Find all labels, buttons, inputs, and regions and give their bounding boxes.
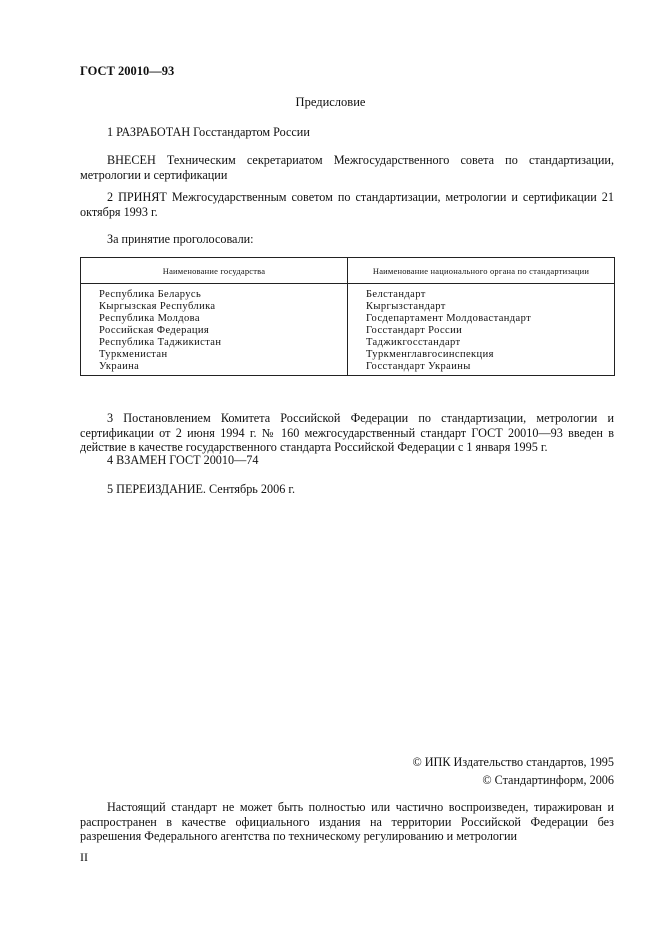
section-adopted: 2 ПРИНЯТ Межгосударственным советом по стандартизации, метрологии и сертификации 21 октября 1993 г. [80, 190, 614, 219]
page-number: II [80, 850, 88, 864]
voting-table [80, 257, 615, 376]
body-cell: Кыргызстандарт [348, 301, 615, 313]
table-row [81, 325, 615, 337]
reproduction-notice: Настоящий стандарт не может быть полностью или частично воспроизведен, тиражирован и распространен в качестве официального издания на территории Российской Федерации без разрешения Федерального агентства по техническому регулированию и метрологии [80, 800, 614, 843]
table-row [81, 337, 615, 349]
body-cell: Туркменглавгосинспекция [348, 349, 615, 361]
column-header-state: Наименование государства [81, 258, 348, 284]
table-row [81, 301, 615, 313]
body-cell: Госстандарт Украины [348, 361, 615, 376]
table-row [81, 349, 615, 361]
section-developed: 1 РАЗРАБОТАН Госстандартом России [107, 125, 310, 139]
table-row [81, 313, 615, 325]
section-resolution: 3 Постановлением Комитета Российской Федерации по стандартизации, метрологии и сертификации от 2 июня 1994 г. № 160 межгосударственный стандарт ГОСТ 20010—93 введен в действие в качестве государственного стандарта Российской Федерации с 1 января 1995 г. [80, 411, 614, 454]
state-cell: Кыргызская Республика [81, 301, 348, 313]
copyright-line-standartinform: © Стандартинформ, 2006 [482, 773, 614, 787]
voted-intro: За принятие проголосовали: [107, 232, 254, 246]
column-header-body: Наименование национального органа по стандартизации [348, 258, 615, 284]
table-row [81, 284, 615, 302]
table-row [81, 361, 615, 376]
section-replaces: 4 ВЗАМЕН ГОСТ 20010—74 [107, 453, 259, 467]
section-reissue: 5 ПЕРЕИЗДАНИЕ. Сентябрь 2006 г. [107, 482, 295, 496]
body-cell: Белстандарт [348, 284, 615, 302]
state-cell: Туркменистан [81, 349, 348, 361]
state-cell: Украина [81, 361, 348, 376]
state-cell: Республика Беларусь [81, 284, 348, 302]
section-introduced: ВНЕСЕН Техническим секретариатом Межгосударственного совета по стандартизации, метрологии и сертификации [80, 153, 614, 182]
state-cell: Республика Таджикистан [81, 337, 348, 349]
document-number: ГОСТ 20010—93 [80, 64, 175, 78]
copyright-line-publisher: © ИПК Издательство стандартов, 1995 [412, 755, 614, 769]
body-cell: Таджикгосстандарт [348, 337, 615, 349]
state-cell: Российская Федерация [81, 325, 348, 337]
body-cell: Госдепартамент Молдовастандарт [348, 313, 615, 325]
table-header-row [81, 258, 615, 284]
state-cell: Республика Молдова [81, 313, 348, 325]
foreword-title: Предисловие [295, 95, 366, 109]
body-cell: Госстандарт России [348, 325, 615, 337]
